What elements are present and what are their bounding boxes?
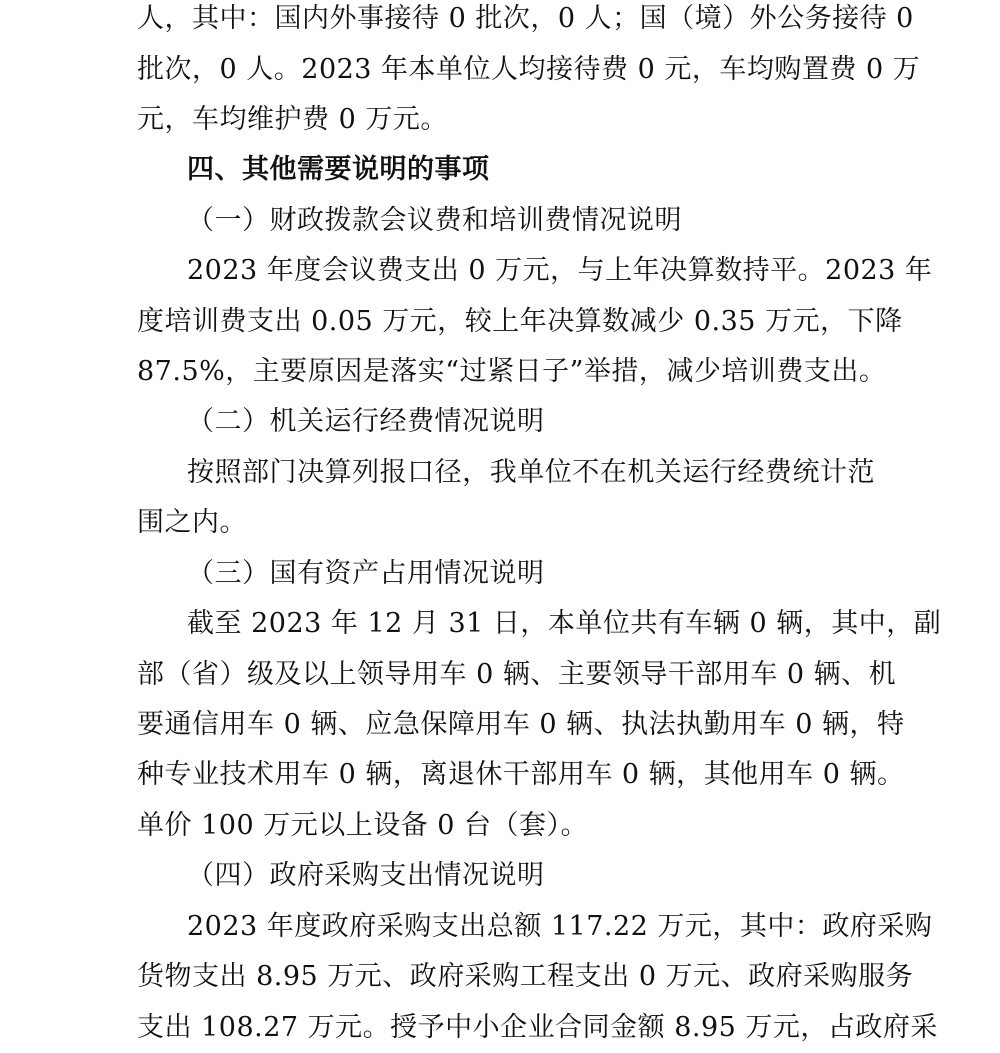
text-line: 围之内。 bbox=[137, 507, 247, 538]
text-line: 种专业技术用车 0 辆，离退休干部用车 0 辆，其他用车 0 辆。 bbox=[137, 759, 905, 790]
text-line: 货物支出 8.95 万元、政府采购工程支出 0 万元、政府采购服务 bbox=[137, 961, 914, 992]
text-line: 人，其中：国内外事接待 0 批次，0 人；国（境）外公务接待 0 bbox=[137, 3, 914, 34]
text-line: 元，车均维护费 0 万元。 bbox=[137, 104, 448, 135]
subsection-heading: （三）国有资产占用情况说明 bbox=[187, 558, 545, 589]
text-line: 批次，0 人。2023 年本单位人均接待费 0 元，车均购置费 0 万 bbox=[137, 54, 921, 85]
text-line: 要通信用车 0 辆、应急保障用车 0 辆、执法执勤用车 0 辆，特 bbox=[137, 709, 905, 740]
text-line: 支出 108.27 万元。授予中小企业合同金额 8.95 万元，占政府采 bbox=[137, 1012, 938, 1043]
text-line: 87.5%，主要原因是落实“过紧日子”举措，减少培训费支出。 bbox=[137, 356, 887, 387]
text-line: 度培训费支出 0.05 万元，较上年决算数减少 0.35 万元，下降 bbox=[137, 306, 903, 337]
text-line: 2023 年度会议费支出 0 万元，与上年决算数持平。2023 年 bbox=[187, 255, 933, 286]
subsection-heading: （四）政府采购支出情况说明 bbox=[187, 860, 545, 891]
subsection-heading: （二）机关运行经费情况说明 bbox=[187, 406, 545, 437]
subsection-heading: （一）财政拨款会议费和培训费情况说明 bbox=[187, 205, 682, 236]
text-line: 按照部门决算列报口径，我单位不在机关运行经费统计范 bbox=[187, 457, 875, 488]
text-line: 2023 年度政府采购支出总额 117.22 万元，其中：政府采购 bbox=[187, 911, 933, 942]
text-line: 部（省）级及以上领导用车 0 辆、主要领导干部用车 0 辆、机 bbox=[137, 659, 897, 690]
text-line: 截至 2023 年 12 月 31 日，本单位共有车辆 0 辆，其中，副 bbox=[187, 608, 942, 639]
text-line: 单价 100 万元以上设备 0 台（套）。 bbox=[137, 810, 589, 841]
section-heading: 四、其他需要说明的事项 bbox=[187, 154, 490, 185]
